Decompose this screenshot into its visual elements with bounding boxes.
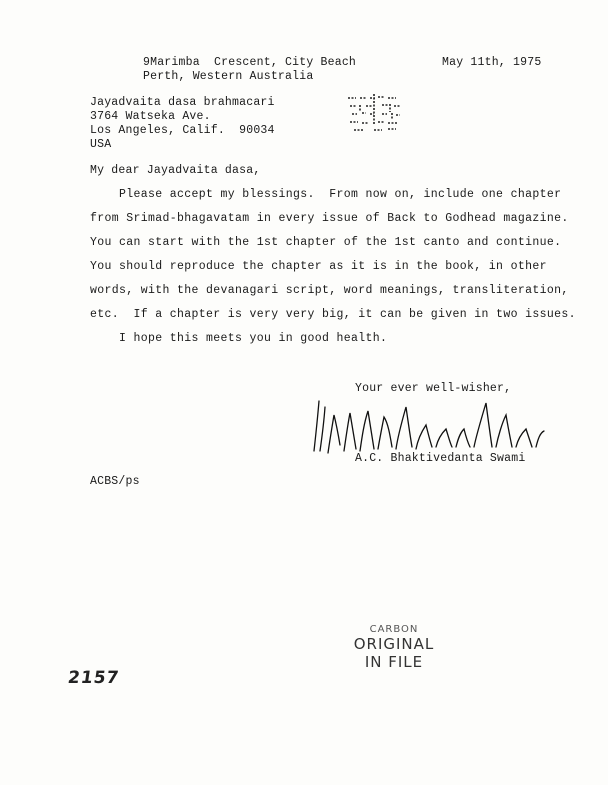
sender-address-line2: Perth, Western Australia [143, 70, 314, 83]
body-line: from Srimad-bhagavatam in every issue of Back to Godhead magazine. [90, 212, 569, 225]
body-line: You can start with the 1st chapter of the 1st canto and continue. [90, 236, 562, 249]
signatory-name: A.C. Bhaktivedanta Swami [355, 452, 526, 465]
body-line: Please accept my blessings. From now on, include one chapter [90, 188, 562, 201]
salutation: My dear Jayadvaita dasa, [90, 164, 261, 177]
received-stamp-icon [344, 92, 408, 134]
body-line: You should reproduce the chapter as it is in the book, in other [90, 260, 547, 273]
carbon-original-stamp [349, 624, 439, 671]
recipient-street: 3764 Watseka Ave. [90, 110, 211, 123]
sender-address-line1: 9Marimba Crescent, City Beach [143, 56, 357, 69]
valediction: Your ever well-wisher, [355, 382, 512, 395]
letter-date: May 11th, 1975 [442, 56, 542, 69]
body-line: words, with the devanagari script, word meanings, transliteration, [90, 284, 569, 297]
body-line: etc. If a chapter is very very big, it can be given in two issues. [90, 308, 576, 321]
stamp-line: CARBON [369, 624, 419, 635]
stamp-line: IN FILE [364, 653, 424, 671]
file-number: 2157 [66, 668, 121, 688]
recipient-country: USA [90, 138, 112, 151]
reference-initials: ACBS/ps [90, 475, 140, 488]
closing-note: I hope this meets you in good health. [90, 332, 388, 345]
recipient-city: Los Angeles, Calif. 90034 [90, 124, 275, 137]
stamp-line: ORIGINAL [353, 635, 435, 653]
recipient-name: Jayadvaita dasa brahmacari [90, 96, 275, 109]
